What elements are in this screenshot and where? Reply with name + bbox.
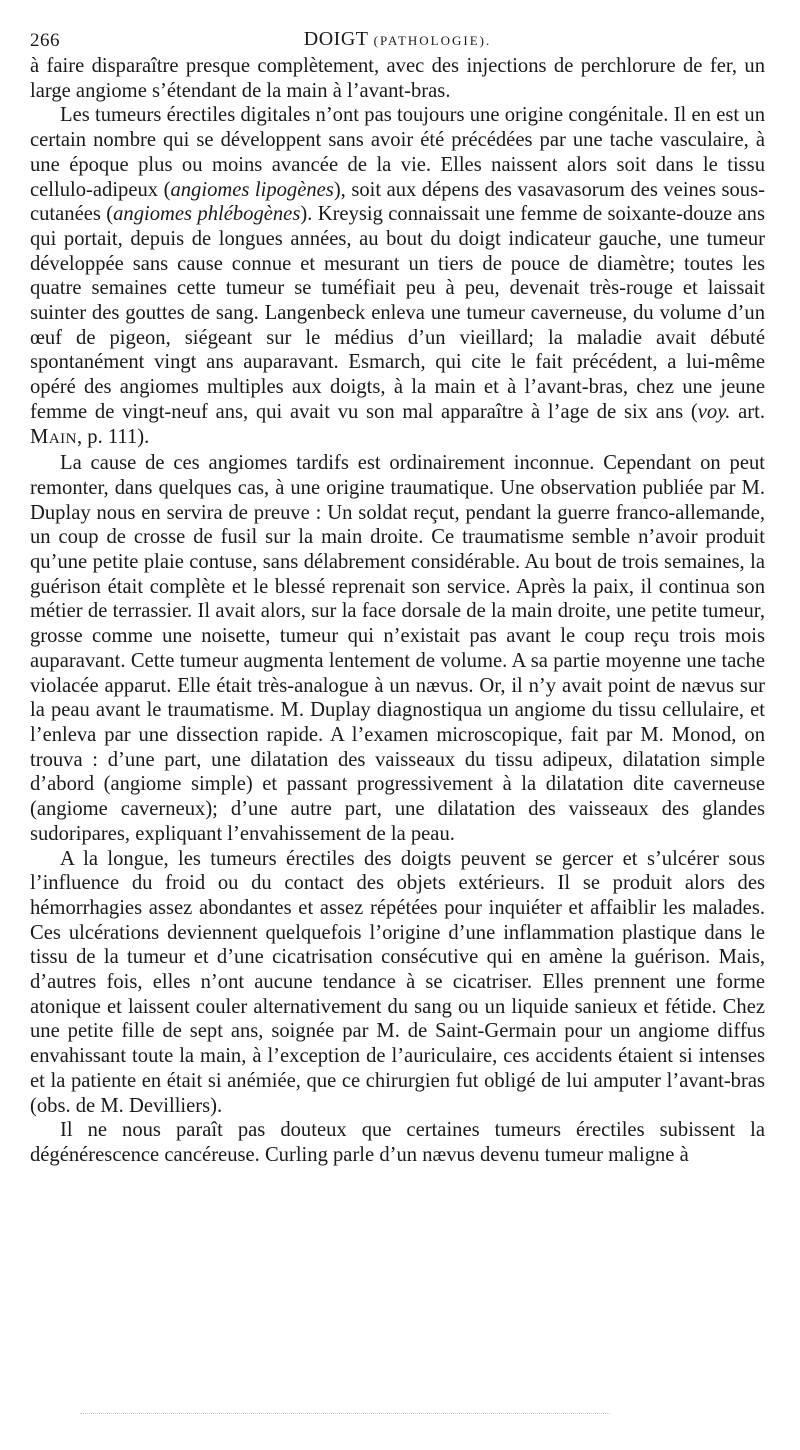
paragraph bbox=[30, 847, 765, 1119]
italic-text: angiomes lipogènes bbox=[170, 178, 334, 201]
paragraph bbox=[30, 103, 765, 451]
paragraph bbox=[30, 54, 765, 103]
text-segment: ), soit aux dépens des vasavasorum des veines sous-cutanées ( bbox=[30, 178, 765, 226]
text-segment: à faire disparaître presque complètement, avec des injections de perchlorure de fer, un large angiome s’étendant de la main à l’avant-bras. bbox=[30, 55, 765, 102]
body-text bbox=[30, 54, 765, 1168]
text-segment: La cause de ces angiomes tardifs est ordinairement inconnue. Cependant on peut remonter, dans quelques cas, à une origine traumatique. Une observation publiée par M. Duplay nous en servira de preuve : Un soldat reçut, pendant la guerre franco-allemande, un coup de crosse de fusil sur la main droite. Ce traumatisme semble n’avoir produit qu’une petite plaie contuse, sans délabrement considérable. Au bout de trois semaines, la guérison était complète et le blessé reprenait son service. Après la paix, il continua son métier de terrassier. Il avait alors, sur la face dorsale de la main droite, une petite tumeur, grosse comme une noisette, tumeur qui n’existait pas avant le coup reçu trois mois auparavant. Cette tumeur augmenta lentement de volume. A sa partie moyenne une tache violacée apparut. Elle était très-analogue à un nævus. Or, il n’y avait point de nævus sur la peau avant le traumatisme. M. Duplay diagnostiqua un angiome du tissu cellulaire, et l’enleva par une dissection rapide. A l’examen microscopique, fait par M. Monod, on trouva : d’une part, une dilatation des vaisseaux du tissu adipeux, dilatation simple d’abord (angiome simple) et passant progressivement à la dilatation dite caverneuse (angiome caverneux); d’une autre part, une dilatation des vaisseaux des glandes sudoripares, expliquant l’envahissement de la peau. bbox=[30, 452, 765, 845]
text-segment: Il ne nous paraît pas douteux que certaines tumeurs érectiles subissent la dégénérescence cancéreuse. Curling parle d’un nævus devenu tumeur maligne à bbox=[30, 1119, 765, 1166]
footer-rule bbox=[80, 1413, 610, 1414]
text-segment: A la longue, les tumeurs érectiles des doigts peuvent se gercer et s’ulcérer sous l’influence du froid ou du contact des objets extérieurs. Il se produit alors des hémorrhagies assez abondantes et assez répétées pour inquiéter et affaiblir les malades. Ces ulcérations deviennent quelquefois l’origine d’une inflammation plastique dans le tissu de la tumeur et d’une cicatrisation consécutive qui en amène la guérison. Mais, d’autres fois, elles n’ont aucune tendance à se cicatriser. Elles prennent une forme atonique et laissent couler alternativement du sang ou un liquide sanieux et fétide. Chez une petite fille de sept ans, soignée par M. de Saint-Germain pour un angiome diffus envahissant toute la main, à l’exception de l’auriculaire, ces accidents étaient si intenses et la patiente en était si anémiée, que ce chirurgien fut obligé de lui amputer l’avant-bras (obs. de M. Devilliers). bbox=[30, 847, 765, 1117]
text-segment: Les tumeurs érectiles digitales n’ont pas toujours une origine congénitale. Il en est un certain nombre qui se développent sans avoir été précédées par une tache vasculaire, à une époque plus ou moins avancée de la vie. Elles naissent alors soit dans le tissu cellulo-adipeux ( bbox=[30, 104, 765, 201]
page-number: 266 bbox=[30, 30, 60, 51]
running-title-subtitle: (PATHOLOGIE). bbox=[373, 33, 492, 48]
running-title bbox=[30, 28, 765, 51]
italic-text: voy. bbox=[697, 400, 731, 423]
paragraph bbox=[30, 1118, 765, 1167]
paragraph bbox=[30, 451, 765, 846]
text-segment: , p. 111). bbox=[76, 425, 150, 448]
page-header bbox=[30, 20, 765, 54]
text-segment: ). Kreysig connaissait une femme de soixante-douze ans qui portait, depuis de longues années, au bout du doigt indicateur gauche, une tumeur développée sans cause connue et mesurant un tiers de pouce de diamètre; toutes les quatre semaines cette tumeur se tuméfiait peu à peu, devenait très-rouge et laissait suinter des gouttes de sang. Langenbeck enleva une tumeur caverneuse, du volume d’un œuf de pigeon, siégeant sur le médius d’un vieillard; la maladie avait débuté spontanément vingt ans auparavant. Esmarch, qui cite le fait précédent, a lui-même opéré des angiomes multiples aux doigts, à la main et à l’avant-bras, chez une jeune femme de vingt-neuf ans, qui avait vu son mal apparaître à l’age de six ans ( bbox=[30, 203, 765, 423]
document-page bbox=[30, 20, 765, 1168]
running-title-main: DOIGT bbox=[303, 28, 369, 50]
smallcaps-text: MAIN bbox=[30, 425, 77, 448]
italic-text: angiomes phlébogènes bbox=[113, 203, 301, 226]
text-segment: art. bbox=[730, 400, 765, 423]
